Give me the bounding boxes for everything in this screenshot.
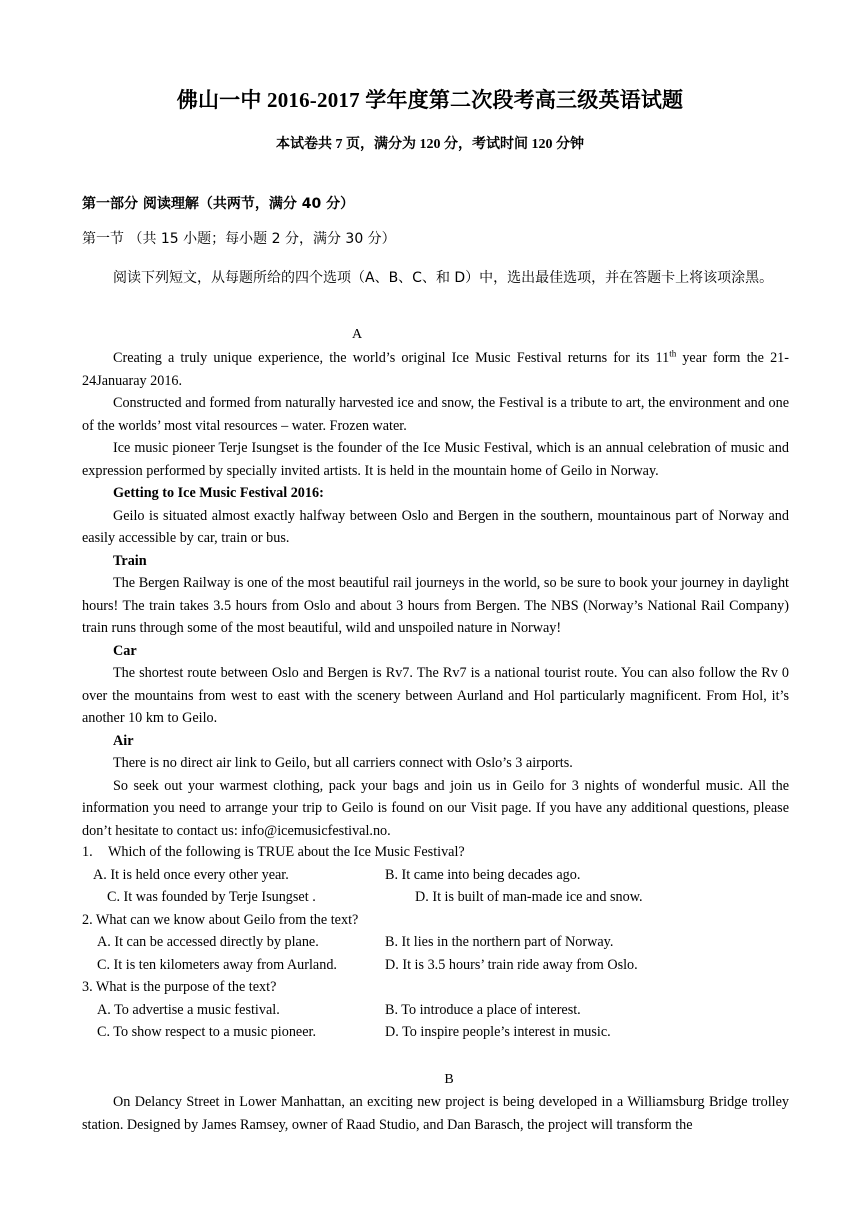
- option-c: C. To show respect to a music pioneer.: [97, 1024, 317, 1040]
- part-heading: 第一部分 阅读理解（共两节，满分 40 分）: [82, 196, 355, 212]
- instruction-text: 阅读下列短文，从每题所给的四个选项（A、B、C、和 D）中，选出最佳选项，并在答题卡上将该项涂黑。: [113, 270, 774, 286]
- passage-b: [82, 1091, 789, 1136]
- passage-a-letter: A: [351, 327, 363, 342]
- passage-a-subheading: Air: [113, 732, 134, 749]
- question-text: Which of the following is TRUE about the Ice Music Festival?: [108, 844, 465, 860]
- passage-a: [82, 347, 789, 842]
- option-row: [82, 886, 789, 909]
- passage-a-subheading: Getting to Ice Music Festival 2016:: [113, 485, 324, 501]
- passage-a-paragraph: [82, 347, 789, 392]
- exam-subtitle: 本试卷共 7 页，满分为 120 分，考试时间 120 分钟: [276, 137, 584, 152]
- question-stem: 2. What can we know about Geilo from the text?: [82, 911, 359, 928]
- option-b: B. To introduce a place of interest.: [385, 1001, 581, 1018]
- passage-a-paragraph: So seek out your warmest clothing, pack your bags and join us in Geilo for 3 nights of wonderful music. All the information you need to arrange your trip to Geilo is found on our Visit page. If you have any additional questions, please don’t hesitate to contact us: info@icemusicfestival.no.: [82, 777, 789, 839]
- passage-a-paragraph: The Bergen Railway is one of the most beautiful rail journeys in the world, so be sure to book your journey in daylight hours! The train takes 3.5 hours from Oslo and about 3 hours from Bergen. The NBS (Norway’s National Rail Company) train runs through some of the most beautiful, wild and unspoiled nature in Norway!: [82, 575, 789, 636]
- passage-a-paragraph: Constructed and formed from naturally harvested ice and snow, the Festival is a tribute to art, the environment and one of the worlds’ most vital resources – water. Frozen water.: [82, 395, 789, 434]
- option-c: C. It was founded by Terje Isungset .: [107, 889, 316, 905]
- option-c: C. It is ten kilometers away from Aurland.: [97, 956, 337, 973]
- question-list: [82, 841, 789, 1044]
- option-row: [82, 931, 789, 954]
- option-row: [82, 999, 789, 1022]
- exam-title: 佛山一中 2016-2017 学年度第二次段考高三级英语试题: [176, 88, 684, 112]
- option-a: A. It is held once every other year.: [93, 866, 289, 883]
- question-number: 1.: [82, 844, 93, 860]
- option-a: A. To advertise a music festival.: [97, 1001, 280, 1018]
- passage-a-paragraph: The shortest route between Oslo and Bergen is Rv7. The Rv7 is a national tourist route. You can also follow the Rv 0 over the mountains from west to east with the scenery between Aurland and Hol particularly magnificent. From Hol, it’s another 10 km to Geilo.: [82, 665, 789, 726]
- paragraph-text: Creating a truly unique experience, the world’s original Ice Music Festival returns for its 11: [113, 350, 670, 366]
- option-row: [82, 1021, 789, 1044]
- superscript: th: [669, 348, 677, 359]
- passage-a-paragraph: There is no direct air link to Geilo, but all carriers connect with Oslo’s 3 airports.: [113, 755, 573, 771]
- option-b: B. It came into being decades ago.: [385, 866, 581, 883]
- option-a: A. It can be accessed directly by plane.: [97, 934, 319, 950]
- passage-a-subheading: Train: [113, 552, 147, 569]
- passage-a-paragraph: Ice music pioneer Terje Isungset is the founder of the Ice Music Festival, which is an annual celebration of music and expression performed by specially invited artists. It is held in the mountain home of Geilo in Norway.: [82, 440, 789, 479]
- passage-a-paragraph: Geilo is situated almost exactly halfway between Oslo and Bergen in the southern, mountainous part of Norway and easily accessible by car, train or bus.: [82, 507, 789, 546]
- question-stem: 3. What is the purpose of the text?: [82, 979, 277, 995]
- option-d: D. To inspire people’s interest in music.: [385, 1024, 611, 1040]
- option-row: [82, 954, 789, 977]
- option-d: D. It is 3.5 hours’ train ride away from Oslo.: [385, 956, 638, 973]
- option-row: [82, 864, 789, 887]
- passage-a-subheading: Car: [113, 642, 137, 659]
- option-b: B. It lies in the northern part of Norway.: [385, 934, 614, 950]
- option-d: D. It is built of man-made ice and snow.: [415, 889, 643, 905]
- section-heading: 第一节 （共 15 小题；每小题 2 分，满分 30 分）: [82, 231, 396, 247]
- passage-b-paragraph: On Delancy Street in Lower Manhattan, an exciting new project is being developed in a Williamsburg Bridge trolley station. Designed by James Ramsey, owner of Raad Studio, and Dan Barasch, the project will transform the: [82, 1094, 789, 1133]
- question-stem: [82, 841, 789, 864]
- paragraph-text: year form the 21-24Januaray 2016.: [82, 350, 789, 389]
- passage-b-letter: B: [444, 1072, 454, 1087]
